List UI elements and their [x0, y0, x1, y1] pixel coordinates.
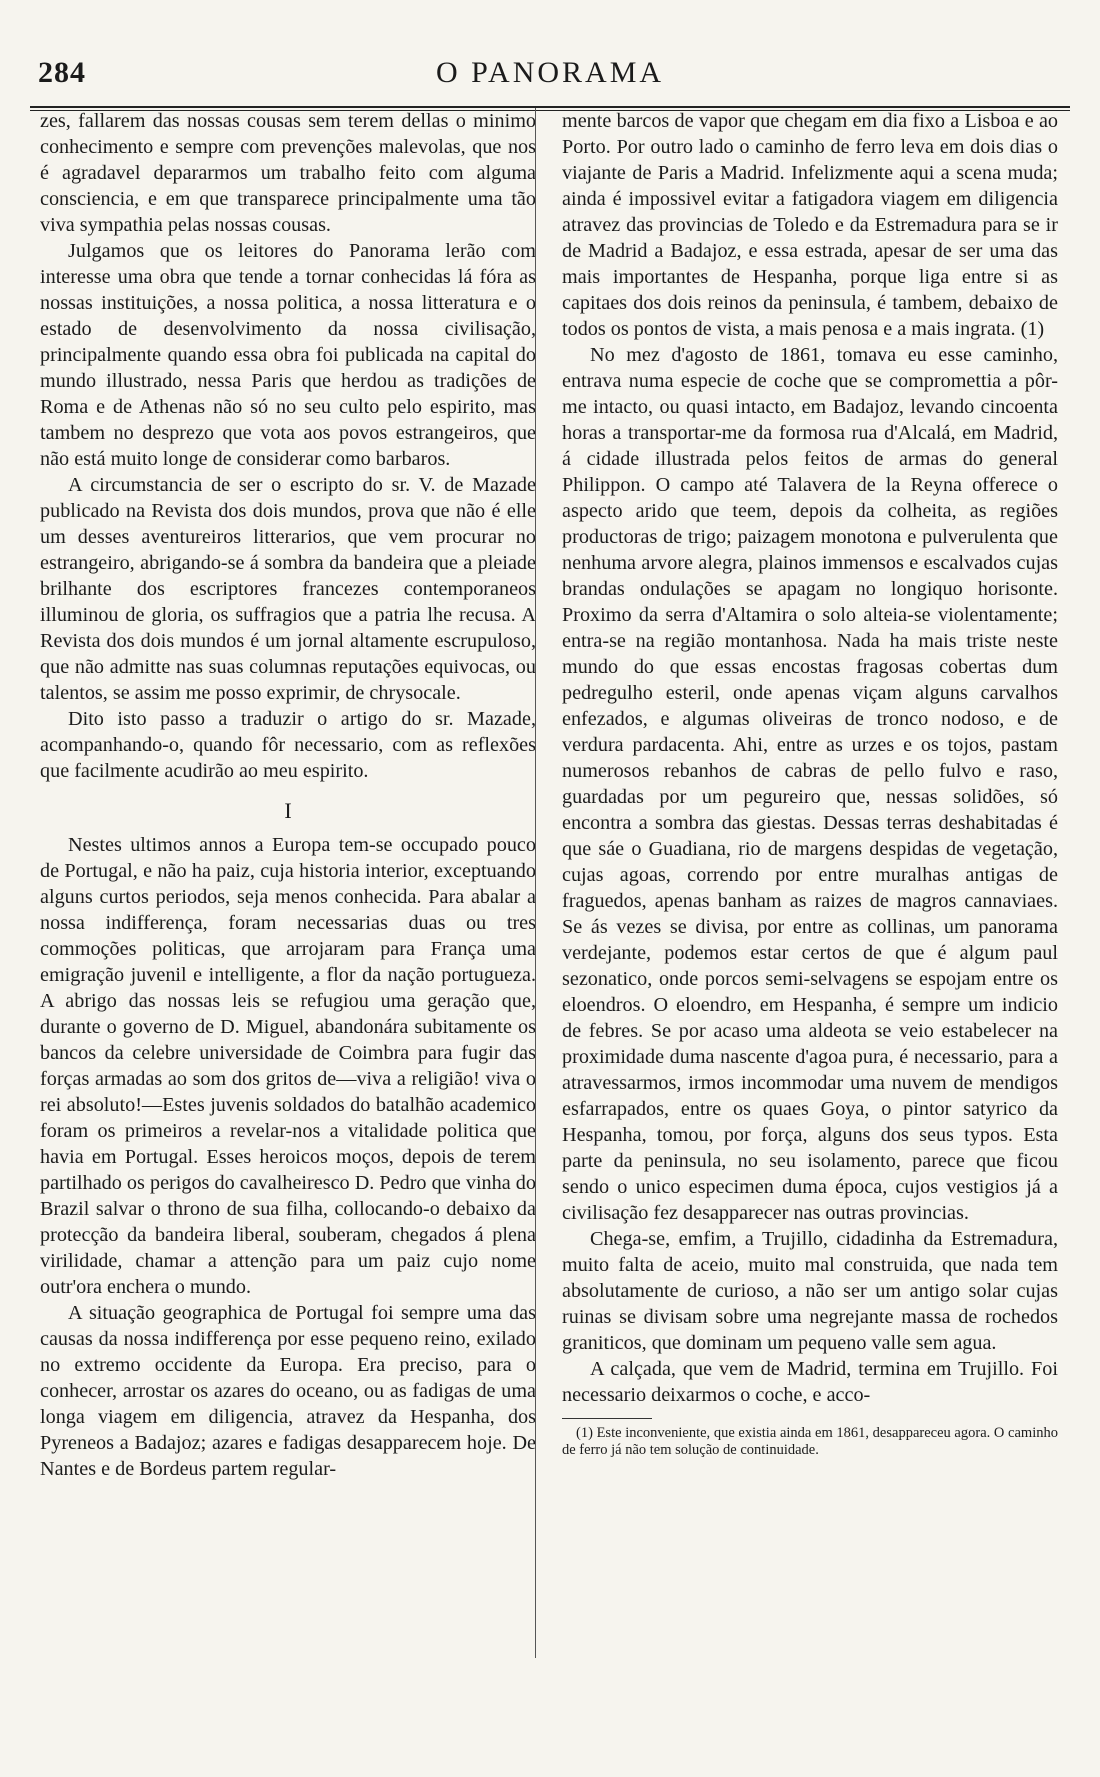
paragraph: Dito isto passo a traduzir o artigo do sr. Mazade, acompanhando-o, quando fôr necessario, com as reflexões que facilmente acudirão ao meu espirito. [40, 708, 536, 782]
paragraph: Chega-se, emfim, a Trujillo, cidadinha da Estremadura, muito falta de aceio, muito mal construida, que nada tem absolutamente de curioso, a não ser um antigo solar cujas ruinas se divisam sobre uma negrejante massa de rochedos graniticos, que dominam um pequeno valle sem agua. [562, 1228, 1058, 1354]
paragraph: No mez d'agosto de 1861, tomava eu esse caminho, entrava numa especie de coche que se compromettia a pôr-me intacto, ou quasi intacto, em Badajoz, levando cincoenta horas a transportar-me da formosa rua d'Alcalá, em Madrid, á cidade illustrada pelos feitos de armas do general Philippon. O campo até Talavera de la Reyna offerece o aspecto arido que teem, depois da colheita, as regiões productoras de trigo; paizagem monotona e pulverulenta que nenhuma arvore alegra, plainos immensos e escalvados cujas brandas ondulações se apagam no longiquo horisonte. Proximo da serra d'Altamira o solo alteia-se violentamente; entra-se na região montanhosa. Nada ha mais triste neste mundo do que essas encostas fragosas cobertas dum pedregulho esteril, onde apenas viçam alguns carvalhos enfezados, e algumas oliveiras de tronco nodoso, e de verdura pardacenta. Ahi, entre as urzes e os tojos, pastam numerosos rebanhos de cabras de pello fulvo e raso, guardadas por um pegureiro que, nessas solidões, só encontra a sombra das giestas. Dessas terras deshabitadas é que sáe o Guadiana, rio de margens despidas de vegetação, cujas agoas, correndo por entre muralhas antigas de fraguedos, apenas banham as raizes de magros cannaviaes. Se ás vezes se divisa, por entre as collinas, um panorama verdejante, podemos estar certos de que é algum paul sezonatico, onde porcos semi-selvagens se espojam entre os eloendros. O eloendro, em Hespanha, é sempre um indicio de febres. Se por acaso uma aldeota se veio estabelecer na proximidade duma nascente d'agoa pura, é necessario, para a atravessarmos, irmos incommodar uma nuvem de mendigos esfarrapados, entre os quaes Goya, o pintor satyrico da Hespanha, tomou, por força, alguns dos seus typos. Esta parte da peninsula, no seu isolamento, parece que ficou sendo o unico especimen duma época, cujos vestigios já a civilisação fez desapparecer nas outras provincias. [562, 344, 1058, 1224]
paragraph: A circumstancia de ser o escripto do sr. V. de Mazade publicado na Revista dos dois mundos, prova que não é elle um desses aventureiros litterarios, que vem procurar no estrangeiro, abrigando-se á sombra da bandeira que a pleiade brilhante dos escriptores francezes contemporaneos illuminou de gloria, os suffragios que a patria lhe recusa. A Revista dos dois mundos é um jornal altamente escrupuloso, que não admitte nas suas columnas reputações equivocas, ou talentos, se assim me posso exprimir, de chrysocale. [40, 474, 536, 704]
page-header [30, 48, 1070, 92]
right-column [562, 108, 1058, 1459]
journal-title: O PANORAMA [435, 56, 665, 89]
section-heading: I [284, 798, 292, 823]
paragraph: A calçada, que vem de Madrid, termina em Trujillo. Foi necessario deixarmos o coche, e acco- [562, 1358, 1058, 1406]
paragraph: A situação geographica de Portugal foi sempre uma das causas da nossa indifferença por esse pequeno reino, exilado no extremo occidente da Europa. Era preciso, para o conhecer, arrostar os azares do oceano, ou as fadigas de uma longa viagem em diligencia, atravez da Hespanha, dos Pyreneos a Badajoz; azares e fadigas desapparecem hoje. De Nantes e de Bordeus partem regular- [40, 1302, 536, 1480]
paragraph: zes, fallarem das nossas cousas sem terem dellas o minimo conhecimento e sempre com prevenções malevolas, que nos é agradavel depararmos um trabalho feito com alguma consciencia, e em que transparece principalmente uma tão viva sympathia pelas nossas cousas. [40, 110, 536, 236]
footnote: (1) Este inconveniente, que existia ainda em 1861, desappareceu agora. O caminho de ferro já não tem solução de continuidade. [562, 1425, 1058, 1458]
paragraph: Julgamos que os leitores do Panorama lerão com interesse uma obra que tende a tornar conhecidas lá fóra as nossas instituições, a nossa politica, a nossa litteratura e o estado de desenvolvimento da nossa civilisação, principalmente quando essa obra foi publicada na capital do mundo illustrado, nessa Paris que herdou as tradições de Roma e de Athenas não só no seu culto pelo espirito, mas tambem no desprezo que vota aos povos estrangeiros, que não está muito longe de considerar como barbaros. [40, 240, 536, 470]
column-divider [535, 108, 536, 1658]
page-number: 284 [38, 56, 86, 89]
paragraph: Nestes ultimos annos a Europa tem-se occupado pouco de Portugal, e não ha paiz, cuja historia interior, exceptuando alguns curtos periodos, seja menos conhecida. Para abalar a nossa indifferença, foram necessarias duas ou tres commoções politicas, que arrojaram para França uma emigração juvenil e intelligente, a flor da nação portugueza. A abrigo das nossas leis se refugiou uma geração que, durante o governo de D. Miguel, abandonára subitamente os bancos da celebre universidade de Coimbra para fugir das forças armadas ao som dos gritos de—viva a religião! viva o rei absoluto!—Estes juvenis soldados do batalhão academico foram os primeiros a revelar-nos a vitalidade politica que havia em Portugal. Esses heroicos moços, depois de terem partilhado os perigos do cavalheiresco D. Pedro que vinha do Brazil salvar o throno de sua filha, collocando-o debaixo da protecção da bandeira liberal, souberam, chegados á plena virilidade, chamar a attenção para um paiz cujo nome outr'ora enchera o mundo. [40, 834, 536, 1298]
left-column [40, 108, 536, 1482]
paragraph: mente barcos de vapor que chegam em dia fixo a Lisboa e ao Porto. Por outro lado o caminho de ferro leva em dois dias o viajante de Paris a Madrid. Infelizmente aqui a scena muda; ainda é impossivel evitar a fatigadora viagem em diligencia atravez das provincias de Toledo e da Estremadura para se ir de Madrid a Badajoz, e essa estrada, apesar de ser uma das mais importantes de Hespanha, porque liga entre si as capitaes dos dois reinos da peninsula, é tambem, debaixo de todos os pontos de vista, a mais penosa e a mais ingrata. (1) [562, 110, 1058, 340]
footnote-rule [562, 1418, 652, 1419]
